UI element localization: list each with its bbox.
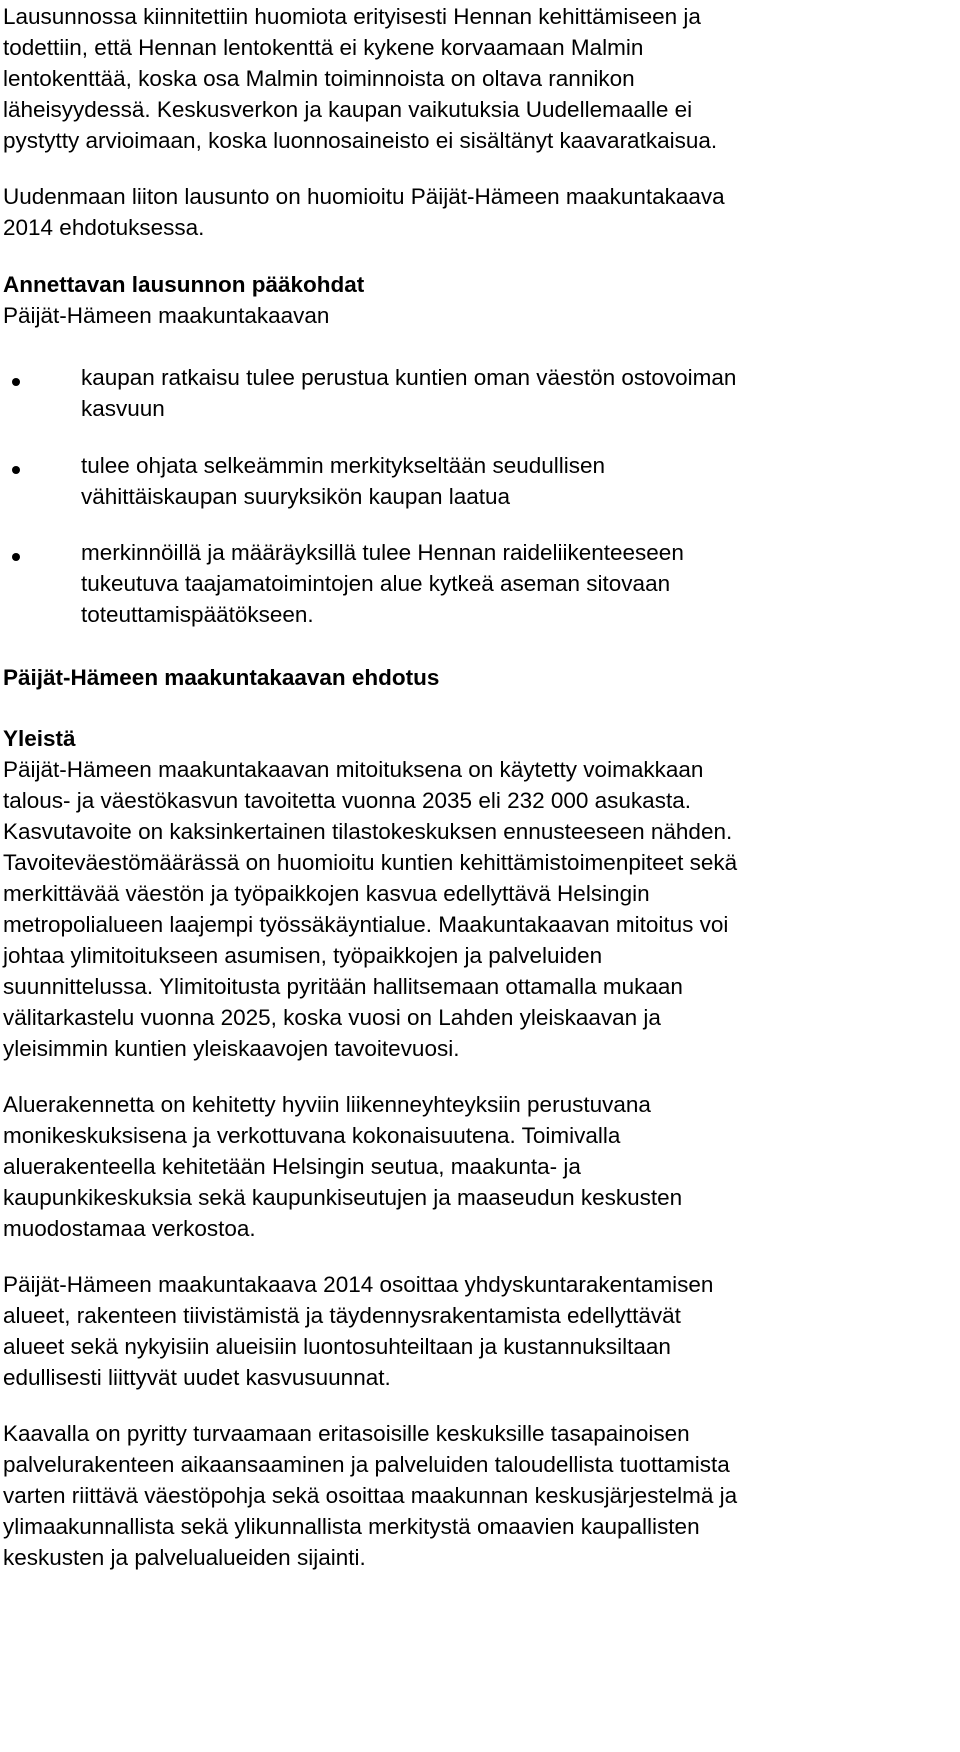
text-line: merkittävää väestön ja työpaikkojen kasvua edellyttävä Helsingin — [3, 881, 650, 906]
text-line: alueet, rakenteen tiivistämistä ja täydennysrakentamista edellyttävät — [3, 1303, 681, 1328]
text-line: kaupunkikeskuksia sekä kaupunkiseutujen ja maaseudun keskusten — [3, 1185, 683, 1210]
text-line: tukeutuva taajamatoimintojen alue kytkeä aseman sitovaan — [81, 571, 671, 596]
text-line: pystytty arvioimaan, koska luonnosaineisto ei sisältänyt kaavaratkaisua. — [3, 128, 718, 153]
text-line: muodostamaa verkostoa. — [3, 1216, 256, 1241]
text-line: talous- ja väestökasvun tavoitetta vuonna 2035 eli 232 000 asukasta. — [3, 788, 691, 813]
proposal-heading: Päijät-Hämeen maakuntakaavan ehdotus — [3, 665, 440, 690]
text-line: monikeskuksisena ja verkottuvana kokonaisuutena. Toimivalla — [3, 1123, 621, 1148]
section-heading: Annettavan lausunnon pääkohdat — [3, 272, 365, 297]
text-line: palvelurakenteen aikaansaaminen ja palveluiden taloudellista tuottamista — [3, 1452, 730, 1477]
text-line: edullisesti liittyvät uudet kasvusuunnat. — [3, 1365, 391, 1390]
text-line: läheisyydessä. Keskusverkon ja kaupan vaikutuksia Uudellemaalle ei — [3, 97, 693, 122]
text-line: Tavoiteväestömäärässä on huomioitu kuntien kehittämistoimenpiteet sekä — [3, 850, 738, 875]
text-line: Aluerakennetta on kehitetty hyviin liikenneyhteyksiin perustuvana — [3, 1092, 651, 1117]
text-line: suunnittelussa. Ylimitoitusta pyritään hallitsemaan ottamalla mukaan — [3, 974, 683, 999]
text-line: Päijät-Hämeen maakuntakaavan mitoituksena on käytetty voimakkaan — [3, 757, 704, 782]
text-line: yleisimmin kuntien yleiskaavojen tavoitevuosi. — [3, 1036, 460, 1061]
text-line: todettiin, että Hennan lentokenttä ei kykene korvaamaan Malmin — [3, 35, 644, 60]
text-line: 2014 ehdotuksessa. — [3, 215, 205, 240]
text-line: ylimaakunnallista sekä ylikunnallista merkitystä omaavien kaupallisten — [3, 1514, 700, 1539]
text-line: varten riittävä väestöpohja sekä osoittaa maakunnan keskusjärjestelmä ja — [3, 1483, 738, 1508]
text-line: johtaa ylimitoitukseen asumisen, työpaikkojen ja palveluiden — [3, 943, 603, 968]
text-line: keskusten ja palvelualueiden sijainti. — [3, 1545, 366, 1570]
text-line: alueet sekä nykyisiin alueisiin luontosuhteiltaan ja kustannuksiltaan — [3, 1334, 671, 1359]
text-line: Päijät-Hämeen maakuntakaava 2014 osoittaa yhdyskuntarakentamisen — [3, 1272, 714, 1297]
text-line: Uudenmaan liiton lausunto on huomioitu Päijät-Hämeen maakuntakaava — [3, 184, 725, 209]
text-line: aluerakenteella kehitetään Helsingin seutua, maakunta- ja — [3, 1154, 581, 1179]
text-line: välitarkastelu vuonna 2025, koska vuosi on Lahden yleiskaavan ja — [3, 1005, 661, 1030]
text-line: tulee ohjata selkeämmin merkitykseltään seudullisen — [81, 453, 606, 478]
text-line: vähittäiskaupan suuryksikön kaupan laatua — [81, 484, 511, 509]
text-line: kasvuun — [81, 396, 165, 421]
text-line: metropolialueen laajempi työssäkäyntialue. Maakuntakaavan mitoitus voi — [3, 912, 729, 937]
bullet-icon — [12, 466, 20, 474]
section-subheading: Päijät-Hämeen maakuntakaavan — [3, 303, 330, 328]
text-line: Kaavalla on pyritty turvaamaan eritasoisille keskuksille tasapainoisen — [3, 1421, 690, 1446]
general-heading: Yleistä — [3, 726, 76, 751]
text-line: Kasvutavoite on kaksinkertainen tilastokeskuksen ennusteeseen nähden. — [3, 819, 733, 844]
bullet-icon — [12, 378, 20, 386]
bullet-icon — [12, 553, 20, 561]
text-line: kaupan ratkaisu tulee perustua kuntien oman väestön ostovoiman — [81, 365, 737, 390]
text-line: toteuttamispäätökseen. — [81, 602, 314, 627]
text-line: merkinnöillä ja määräyksillä tulee Hennan raideliikenteeseen — [81, 540, 684, 565]
text-line: Lausunnossa kiinnitettiin huomiota erityisesti Hennan kehittämiseen ja — [3, 4, 701, 29]
text-line: lentokenttää, koska osa Malmin toiminnoista on oltava rannikon — [3, 66, 635, 91]
